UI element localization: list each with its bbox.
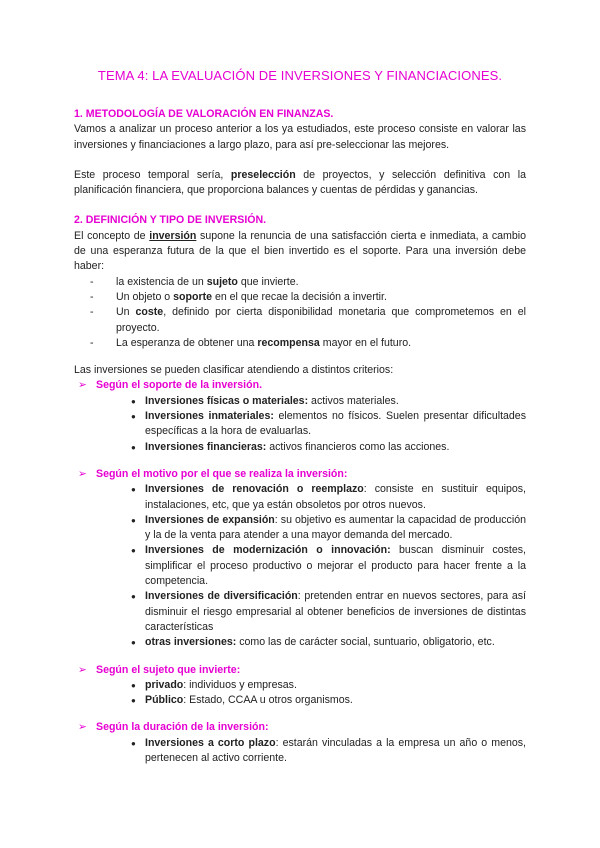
list-item: ● Inversiones inmateriales: elementos no físicos. Suelen presentar dificultades específicas a la hora de evaluarlas. [131, 409, 526, 440]
list-item: ● Inversiones a corto plazo: estarán vinculadas a la empresa un año o menos, pertenecen al activo corriente. [131, 736, 526, 767]
section-1-heading: 1. METODOLOGÍA DE VALORACIÓN EN FINANZAS. [74, 108, 334, 120]
requirements-list [74, 275, 526, 351]
list-item: ● Inversiones financieras: activos financieros como las acciones. [131, 440, 526, 455]
list-item: - Un objeto o soporte en el que recae la decisión a invertir. [90, 290, 526, 305]
list-item: ● Inversiones de diversificación: pretenden entrar en nuevos sectores, para así disminuir el riesgo empresarial al obtener beneficios de inversiones de distintas características [131, 589, 526, 635]
page-title: TEMA 4: LA EVALUACIÓN DE INVERSIONES Y FINANCIACIONES. [97, 68, 503, 83]
document-body [74, 107, 526, 766]
list-item: - la existencia de un sujeto que invierte. [90, 275, 526, 290]
list-item: ● otras inversiones: como las de carácter social, suntuario, obligatorio, etc. [131, 635, 526, 650]
criterion-list-support [74, 394, 526, 455]
list-item: - La esperanza de obtener una recompensa mayor en el futuro. [90, 336, 526, 351]
criterion-list-duration [74, 736, 526, 767]
section-1-paragraph-2: Este proceso temporal sería, preselección de proyectos, y selección definitiva con la planificación financiera, que proporciona balances y cuentas de pérdidas y ganancias. [74, 168, 527, 197]
list-item: ● Público: Estado, CCAA u otros organismos. [131, 693, 526, 708]
arrow-bullet-icon: ➢ [78, 467, 87, 480]
list-item: ● Inversiones de modernización o innovación: buscan disminuir costes, simplificar el proceso productivo o mejorar el producto para hacer frente a la competencia. [131, 543, 526, 589]
criterion-heading-subject: ➢ Según el sujeto que invierte: [74, 663, 526, 678]
criterion-heading-motive: ➢ Según el motivo por el que se realiza la inversión: [74, 467, 526, 482]
section-2-paragraph-1: El concepto de inversión supone la renuncia de una satisfacción cierta e inmediata, a cambio de una esperanza futura de la que el bien invertido es el soporte. Para una inversión debe haber: [74, 229, 526, 273]
list-item: ● Inversiones de expansión: su objetivo es aumentar la capacidad de producción y la de la venta para atender a una mayor demanda del mercado. [131, 513, 526, 544]
criterion-heading-support: ➢ Según el soporte de la inversión. [74, 378, 526, 393]
section-1-paragraph-1: Vamos a analizar un proceso anterior a los ya estudiados, este proceso consiste en valorar las inversiones y financiaciones a largo plazo, para así pre-seleccionar las mejores. [74, 123, 526, 151]
list-item: ● Inversiones físicas o materiales: activos materiales. [131, 394, 526, 409]
criterion-heading-duration: ➢ Según la duración de la inversión: [74, 720, 526, 735]
list-item: ● Inversiones de renovación o reemplazo: consiste en sustituir equipos, instalaciones, etc, que ya están obsoletos por otros nuevos. [131, 482, 526, 513]
arrow-bullet-icon: ➢ [78, 721, 87, 734]
arrow-bullet-icon: ➢ [78, 379, 87, 392]
section-2-heading: 2. DEFINICIÓN Y TIPO DE INVERSIÓN. [74, 214, 267, 227]
classification-intro: Las inversiones se pueden clasificar atendiendo a distintos criterios: [74, 364, 394, 377]
list-item: ● privado: individuos y empresas. [131, 678, 526, 693]
arrow-bullet-icon: ➢ [78, 663, 87, 676]
criterion-list-subject [74, 678, 526, 709]
list-item: - Un coste, definido por cierta disponibilidad monetaria que comprometemos en el proyecto. [90, 305, 526, 336]
criterion-list-motive [74, 482, 526, 650]
